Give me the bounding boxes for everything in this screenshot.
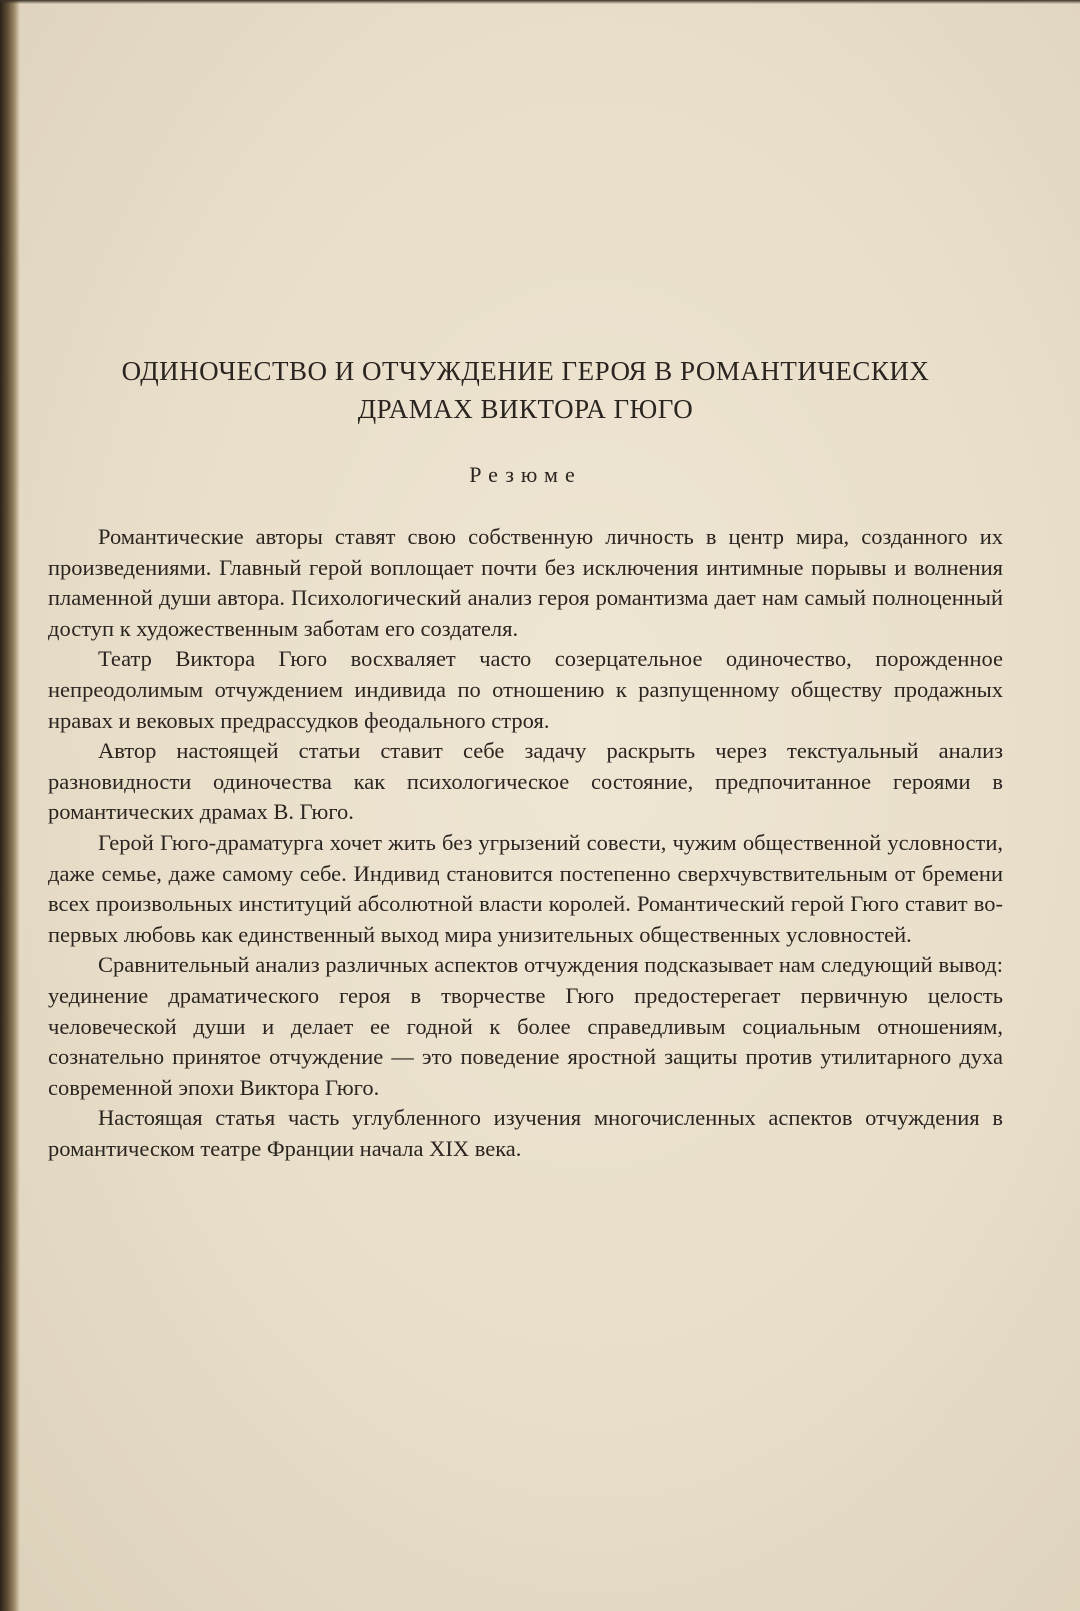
paragraph-6: Настоящая статья часть углубленного изучения многочисленных аспектов отчуждения в романтическом театре Франции начала XIX века.: [48, 1105, 1003, 1161]
article-title: [48, 352, 1003, 428]
paragraph-3: Автор настоящей статьи ставит себе задачу раскрыть через текстуальный анализ разновидности одиночества как психологическое состояние, предпочитанное героями в романтических драмах В. Гюго.: [48, 738, 1003, 825]
paragraph-4: Герой Гюго-драматурга хочет жить без угрызений совести, чужим общественной условности, даже семье, даже самому себе. Индивид становится постепенно сверхчувствительным от бремени всех произвольных институций абсолютной власти королей. Романтический герой Гюго ставит во-первых любовь как единственный выход мира унизительных общественных условностей.: [48, 829, 1003, 947]
paragraph-5: Сравнительный анализ различных аспектов отчуждения подсказывает нам следующий вывод: уединение драматического героя в творчестве Гюго предостерегает первичную целость человеческой души и делает ее годной к более справедливым социальным отношениям, сознательно принятое отчуждение — это поведение яростной защиты против утилитарного духа современной эпохи Виктора Гюго.: [48, 952, 1003, 1100]
book-binding-shadow: [0, 0, 20, 1611]
summary-heading: Резюме: [469, 462, 582, 487]
article-title-line-1: ОДИНОЧЕСТВО И ОТЧУЖДЕНИЕ ГЕРОЯ В РОМАНТИЧЕСКИХ: [121, 356, 930, 386]
page-top-edge: [0, 0, 1080, 4]
paragraph-2: Театр Виктора Гюго восхваляет часто созерцательное одиночество, порожденное непреодолимым отчуждением индивида по отношению к разпущенному обществу продажных нравах и вековых предрассудков феодального строя.: [48, 646, 1003, 733]
article-title-line-2: ДРАМАХ ВИКТОРА ГЮГО: [357, 394, 694, 424]
page-content: [48, 352, 1003, 1164]
paragraph-1: Романтические авторы ставят свою собственную личность в центр мира, созданного их произведениями. Главный герой воплощает почти без исключения интимные порывы и волнения пламенной души автора. Психологический анализ героя романтизма дает нам самый полноценный доступ к художественным заботам его создателя.: [48, 524, 1003, 641]
